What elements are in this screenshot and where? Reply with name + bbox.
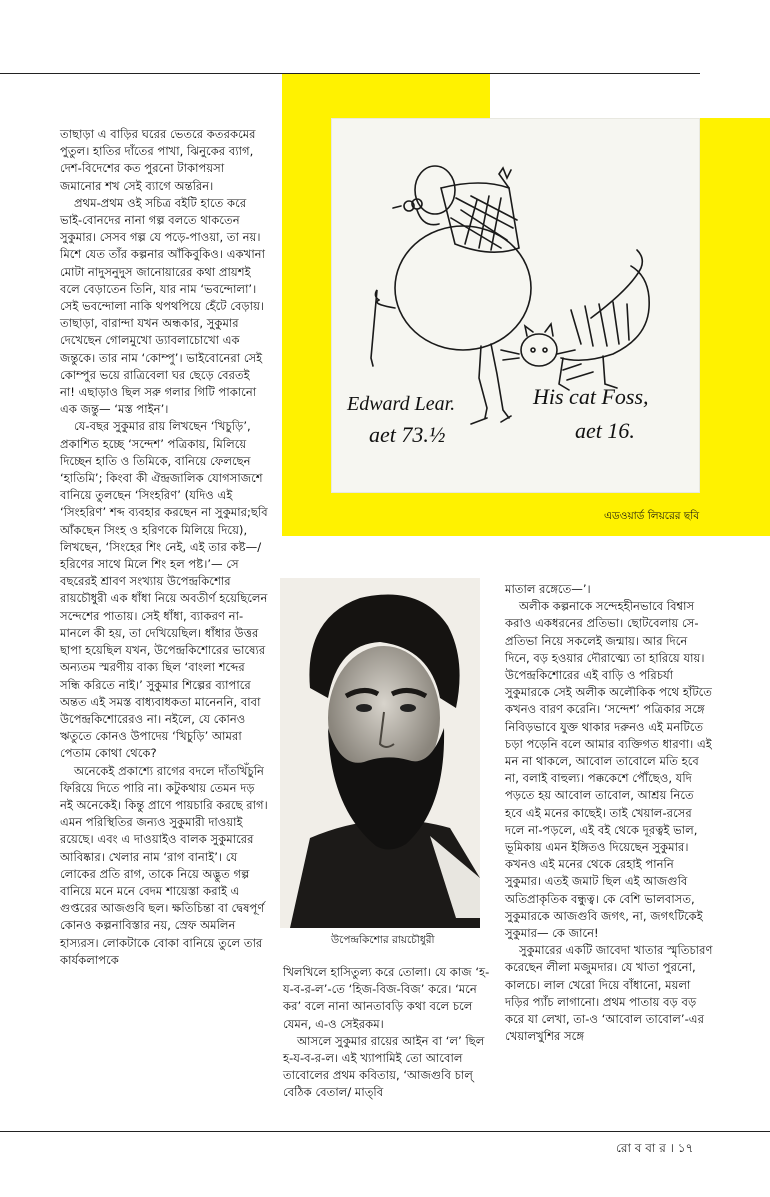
signature-edward-lear: Edward Lear. (347, 393, 456, 415)
col3-paragraph-2: অলীক কল্পনাকে সন্দেহহীনভাবে বিশ্বাস করাও একধরনের প্রতিভা। ছোটবেলায় সে-প্রতিভা নিয়ে সকলেই জন্মায়। আর দিনে দিনে, বড় হওয়ার দৌরাত্ম্যে তা হারিয়ে যায়। উপেন্দ্রকিশোরের এই বাড়ি ও পরিচর্যা সুকুমারকে সেই অলীক অলৌকিক পথে হাঁটতে কখনও বারণ করেনি। ‘সন্দেশ’ পত্রিকার সঙ্গে নিবিড়ভাবে যুক্ত থাকার দরুনও এই মনটিতে চড়া পড়েনি বলে আমার ব্যক্তিগত ধারণা। এই মন না থাকলে, আবোল তাবোলে মতি হবে না, বলাই বাহুল্য। পক্ককেশে পৌঁছেও, যদি পড়তে হয় আবোল তাবোল, আশ্রয় নিতে হবে এই মনের কাছেই। তাই খেয়াল-রসের দলে না-পড়লে, এই বই থেকে দূরত্বই ভাল, ভূমিকায় এমন ইঙ্গিতও দিয়েছেন সুকুমার। কখনও এই মনের থেকে রেহাই পাননি সুকুমার। এতই জমাট ছিল এই আজগুবি অতিপ্রাকৃতিক বন্ধুত্ব। কে বেশি ভালবাসত, সুকুমারকে আজগুবি জগৎ, না, জগৎটিকেই সুকুমার— কে জানে! (505, 599, 713, 941)
col2-paragraph-2: আসলে সুকুমার রায়ের আইন বা ‘ল’ ছিল হ-য-ব-র-ল। এই খ্যাপামিই তো আবোল তাবোলের প্রথম কবিতায়, ‘আজগুবি চাল্‌ বেঠিক বেতাল/ মাত্‌বি (283, 1033, 485, 1100)
col1-paragraph-4: অনেকেই প্রকাশ্যে রাগের বদলে দাঁতখিঁচুনি ফিরিয়ে দিতে পারি না। কটুকথায় তেমন দড় নই অনেকেই। কিন্তু প্রাণে পায়চারি করছে রাগ। এমন পরিস্থিতির জন্যও সুকুমারী দাওয়াই রয়েছে। এবং এ দাওয়াইও বালক সুকুমারের আবিষ্কার। খেলার নাম ‘রাগ বানাই’। যে লোকের প্রতি রাগ, তাকে নিয়ে অদ্ভুত গল্প বানিয়ে মনে মনে বেদম শায়েস্তা করাই এ গুপ্তরের আজগুবি ছল। ক্ষতিচিন্তা বা দ্বেষপূর্ণ কোনও কল্পনাবিস্তার নয়, স্রেফ অমলিন হাস্যরস। লোকটাকে বোকা বানিয়ে তুলে তার কার্যকলাপকে (60, 763, 268, 967)
yellow-panel-top (282, 74, 490, 118)
article-column-1 (60, 126, 268, 969)
signature-his-cat: His cat Foss, (533, 384, 649, 409)
portrait-image (280, 578, 480, 928)
signature-cat-age: aet 16. (575, 418, 635, 443)
sketch-caption: এডওয়ার্ড লিয়রের ছবি (604, 510, 700, 522)
bottom-rule (0, 1131, 770, 1132)
edward-lear-sketch (331, 118, 700, 493)
signature-lear-age: aet 73.½ (369, 422, 446, 447)
col3-paragraph-1: মাতাল রঙ্গেতে—’। (505, 582, 591, 596)
upendrakishore-photo (280, 578, 480, 928)
page-footer: রো ব বা র । ১৭ (616, 1141, 694, 1155)
col1-paragraph-2: প্রথম-প্রথম ওই সচিত্র বইটি হাতে করে ভাই-বোনদের নানা গল্প বলতে থাকতেন সুকুমার। সেসব গল্প যে পড়ে-পাওয়া, তা নয়। মিশে যেত তাঁর কল্পনার আঁকিবুকিও। একখানা মোটা নাদুসনুদুস জানোয়ারের কথা প্রায়শই বলে বেড়াতেন তিনি, যার নাম ‘ভবন্দোলা’। সেই ভবন্দোলা নাকি থপথপিয়ে হেঁটে বেড়ায়। তাছাড়া, বারান্দা যখন অন্ধকার, সুকুমার দেখেছেন গোলমুখো ড্যাবলাচোখো এক জন্তুকে। তার নাম ‘কোম্পু’। ভাইবোনেরা সেই কোম্পুর ভয়ে রাত্রিবেলা ঘর ছেড়ে বেরতই না! এছাড়াও ছিল সরু গলার গিটি পাকানো এক জন্তু— ‘মস্ত পাইন’। (60, 195, 265, 417)
article-column-2 (283, 964, 491, 1102)
article-column-3 (505, 581, 713, 1045)
photo-caption: উপেন্দ্রকিশোর রায়চৌধুরী (331, 934, 435, 946)
col3-paragraph-3: সুকুমারের একটি জাবেদা খাতার স্মৃতিচারণ করেছেন লীলা মজুমদার। যে খাতা পুরনো, কালচে। লাল খেরো দিয়ে বাঁধানো, ময়লা দড়ির প্যাঁচ লাগানো। প্রথম পাতায় বড় বড় করে যা লেখা, তা-ও ‘আবোল তাবোল’-এর খেয়ালখুশির সঙ্গে (505, 943, 713, 1044)
col1-paragraph-1: তাছাড়া এ বাড়ির ঘরের ভেতরে কতরকমের পুতুল। হাতির দাঁতের পাখা, ঝিনুকের ব্যাগ, দেশ-বিদেশের কত পুরনো টাকাপয়সা জমানোর শখ সেই ব্যাগে অন্তরিন। (60, 127, 256, 193)
col1-paragraph-3: যে-বছর সুকুমার রায় লিখছেন ‘খিচুড়ি’, প্রকাশিত হচ্ছে ‘সন্দেশ’ পত্রিকায়, মিলিয়ে দিচ্ছেন হাতি ও তিমিকে, বানিয়ে ফেলছেন ‘হাতিমি’; কিংবা কী ঐন্দ্রজালিক যোগসাজশে বানিয়ে তুলছেন ‘সিংহরিণ’ (যদিও এই ‘সিংহরিণ’ শব্দ ব্যবহার করছেন না সুকুমার;ছবি আঁকছেন সিংহ ও হরিণকে মিলিয়ে দিয়ে), লিখছেন, ‘সিংহের শিং নেই, এই তার কষ্ট—/ হরিণের সাথে মিলে শিং হল পষ্ট।’— সে বছরেরই শ্রাবণ সংখ্যায় উপেন্দ্রকিশোর রায়চৌধুরী এক ধাঁধা নিয়ে অবতীর্ণ হয়েছিলেন সন্দেশের পাতায়। সেই ধাঁধা, ব্যাকরণ না-মানলে কী হয়, তা দেখিয়েছিল। ধাঁধার উত্তর ছাপা হয়েছিল যখন, উপেন্দ্রকিশোরের ভাষ্যের অন্যতম স্মরণীয় বাক্য ছিল ‘বাংলা শব্দের সন্ধি করিতে নাই।’ সুকুমার শিল্পের ব্যাপারে অন্তত এই সমস্ত বাধ্যবাধকতা মানেননি, বাবা উপেন্দ্রকিশোরেরও না। নইলে, যে কোনও ঋতুতে কোনও উপাদেয় ‘খিচুড়ি’ আমরা পেতাম কোথা থেকে? (60, 419, 268, 761)
col2-paragraph-1: খিলখিলে হাসিতুল্য করে তোলা। যে কাজ ‘হ-য-ব-র-ল’-তে ‘হিজ-বিজ-বিজ’ করে। ‘মনে কর’ বলে নানা আনতাবড়ি কথা বলে চলে যেমন, এ-ও সেইরকম। (283, 965, 490, 1031)
edward-lear-drawing (331, 118, 700, 493)
